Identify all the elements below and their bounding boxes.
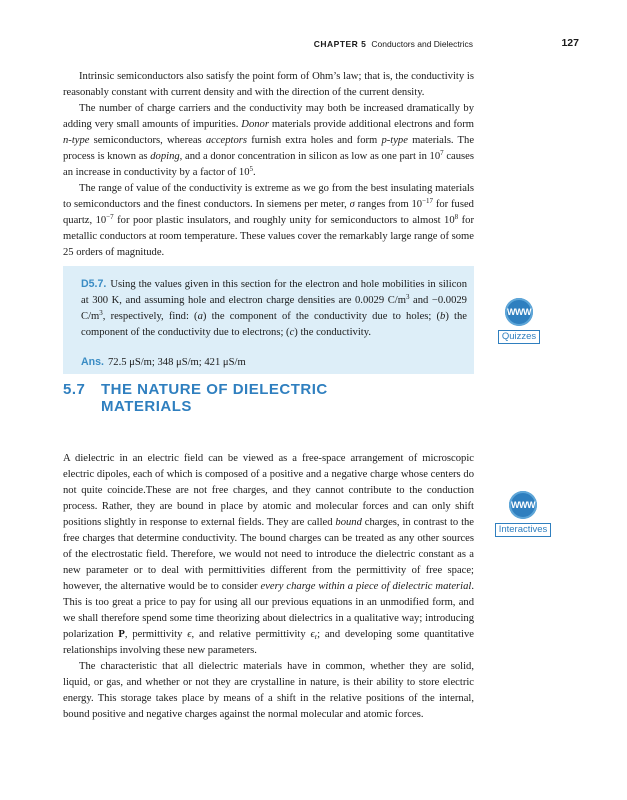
paragraph-doping: The number of charge carriers and the conductivity may both be increased dramatically by adding very small amounts of impurities. Donor materials provide additional electrons and form n-type semiconductors, whereas acceptors furnish extra holes and form p-type materials. The process is known as doping, and a donor concentration in silicon as low as one part in $10^7$ causes an increase in conductivity by a factor of $10^5$. (63, 103, 475, 178)
paragraph-ohms-law: Intrinsic semiconductors also satisfy the point form of Ohm’s law; that is, the conductivity is reasonably constant with current density and with the direction of the current density. (63, 71, 474, 98)
paragraph-conductivity-range: The range of value of the conductivity is extreme as we go from the best insulating materials to semiconductors and the finest conductors. In siemens per meter, σ ranges from $10^{-17}$ for fused quartz, $10^{-7}$ for poor plastic insulators, and roughly unity for semiconductors to almost $10^8$ for metallic conductors at room temperature. These values cover the remarkably large range of some 25 orders of magnitude. (63, 183, 474, 258)
paragraph-energy-storage: The characteristic that all dielectric materials have in common, whether they are solid, liquid, or gas, and whether or not they are crystalline in nature, is their ability to store electric energy. This storage takes place by means of a shift in the relative positions of the internal, bound positive and negative charges against the normal molecular and atomic forces. (63, 661, 474, 720)
globe-icon: WWW (509, 491, 537, 519)
globe-icon: WWW (505, 298, 533, 326)
drill-label: D5.7. (81, 278, 107, 290)
running-header (0, 36, 627, 52)
section-title-line2: MATERIALS (101, 398, 192, 415)
drill-answer: Ans. 72.5 μS/m; 348 μS/m; 421 μS/m (81, 356, 246, 368)
body-top (63, 69, 474, 261)
chapter-title: CHAPTER 5 Conductors and Dielectrics (313, 39, 473, 49)
interactives-label[interactable]: Interactives (495, 523, 552, 537)
paragraph-dielectric-intro: A dielectric in an electric field can be viewed as a free-space arrangement of microscopic electric dipoles, each of which is composed of a positive and a negative charge whose centers do not quite coincide.These are not free charges, and they cannot contribute to the conduction process. Rather, they are bound in place by atomic and molecular forces and can only shift positions slightly in response to external fields. They are called bound charges, in contrast to the free charges that determine conductivity. The bound charges can be treated as any other sources of the electrostatic field. Therefore, we would not need to introduce the dielectric constant as a new parameter or to deal with permittivities different from the permittivity of free space; however, the alternative would be to consider every charge within a piece of dielectric material. This is too great a price to pay for using all our previous equations in an unmodified form, and we shall therefore spend some time theorizing about dielectrics in a qualitative way; introducing polarization P, permittivity ϵ, and relative permittivity $\epsilon_r$; and developing some quantitative relationships involving these new parameters. (63, 453, 475, 656)
www-interactives-link[interactable] (492, 491, 554, 537)
chapter-label: CHAPTER 5 (313, 39, 367, 49)
quizzes-label[interactable]: Quizzes (498, 330, 540, 344)
section-number: 5.7 (63, 381, 86, 398)
answer-label: Ans. (81, 356, 104, 368)
drill-problem-text: D5.7. Using the values given in this section for the electron and hole mobilities in silicon at 300 K, and assuming hole and electron charge densities are 0.0029 $C/m^3$ and −0.0029 $C/m^3$, respectively, find: (a) the component of the conductivity due to holes; (b) the component of the conductivity due to electrons; (c) the conductivity. (81, 278, 467, 338)
www-quizzes-link[interactable] (488, 298, 550, 344)
section-title-line1: THE NATURE OF DIELECTRIC (101, 381, 328, 398)
drill-problem-box (63, 266, 474, 374)
body-bottom (63, 451, 474, 723)
page-number: 127 (561, 37, 579, 49)
section-heading (63, 381, 328, 415)
